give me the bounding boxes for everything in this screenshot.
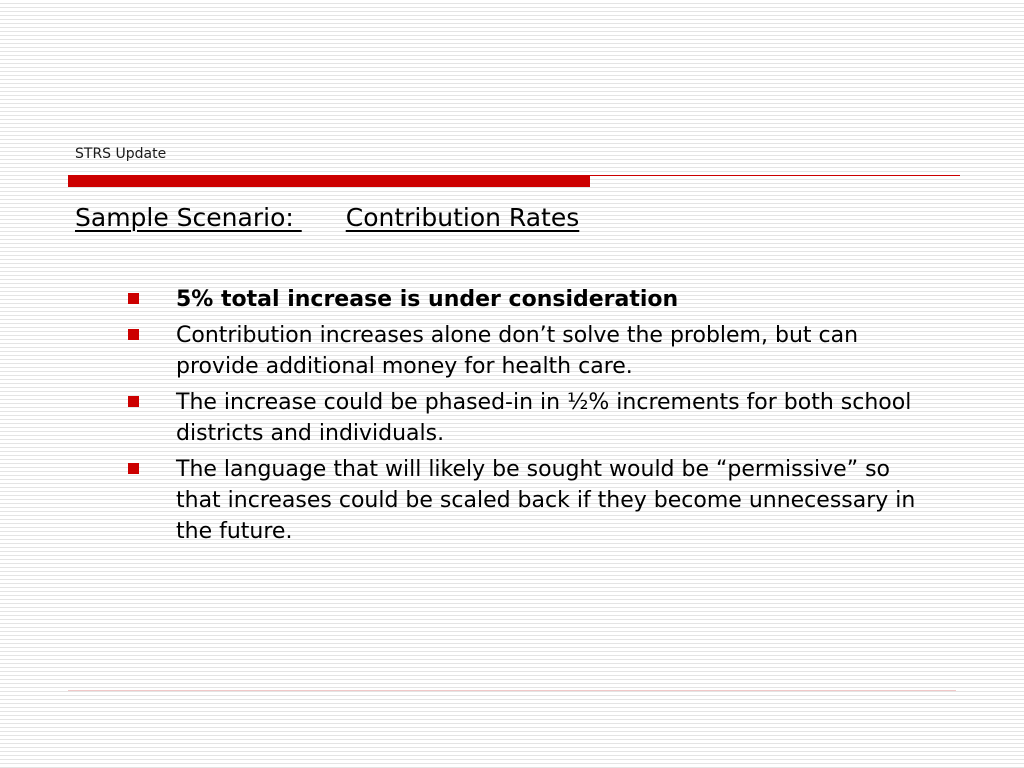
bullet-text: 5% total increase is under consideration <box>176 287 679 312</box>
bullet-item <box>128 387 928 449</box>
square-bullet-icon <box>128 463 139 474</box>
square-bullet-icon <box>128 329 139 340</box>
footer-divider <box>68 690 956 691</box>
bullet-text: The increase could be phased-in in ½% increments for both school districts and individuals. <box>176 390 912 446</box>
square-bullet-icon <box>128 293 139 304</box>
square-bullet-icon <box>128 396 139 407</box>
slide-title <box>75 203 579 232</box>
header-accent-line <box>590 175 960 176</box>
slide-title-part-2: Contribution Rates <box>345 203 580 232</box>
slide-header-label: STRS Update <box>75 146 167 162</box>
bullet-item <box>128 454 928 547</box>
slide-title-part-1: Sample Scenario: <box>75 203 302 232</box>
bullet-item <box>128 284 928 315</box>
bullet-item <box>128 320 928 382</box>
bullet-text: Contribution increases alone don’t solve the problem, but can provide additional money for health care. <box>176 323 859 379</box>
header-accent-bar <box>68 175 590 187</box>
bullet-text: The language that will likely be sought would be “permissive” so that increases could be scaled back if they become unnecessary in the future. <box>176 457 916 544</box>
bullet-list <box>128 284 928 552</box>
